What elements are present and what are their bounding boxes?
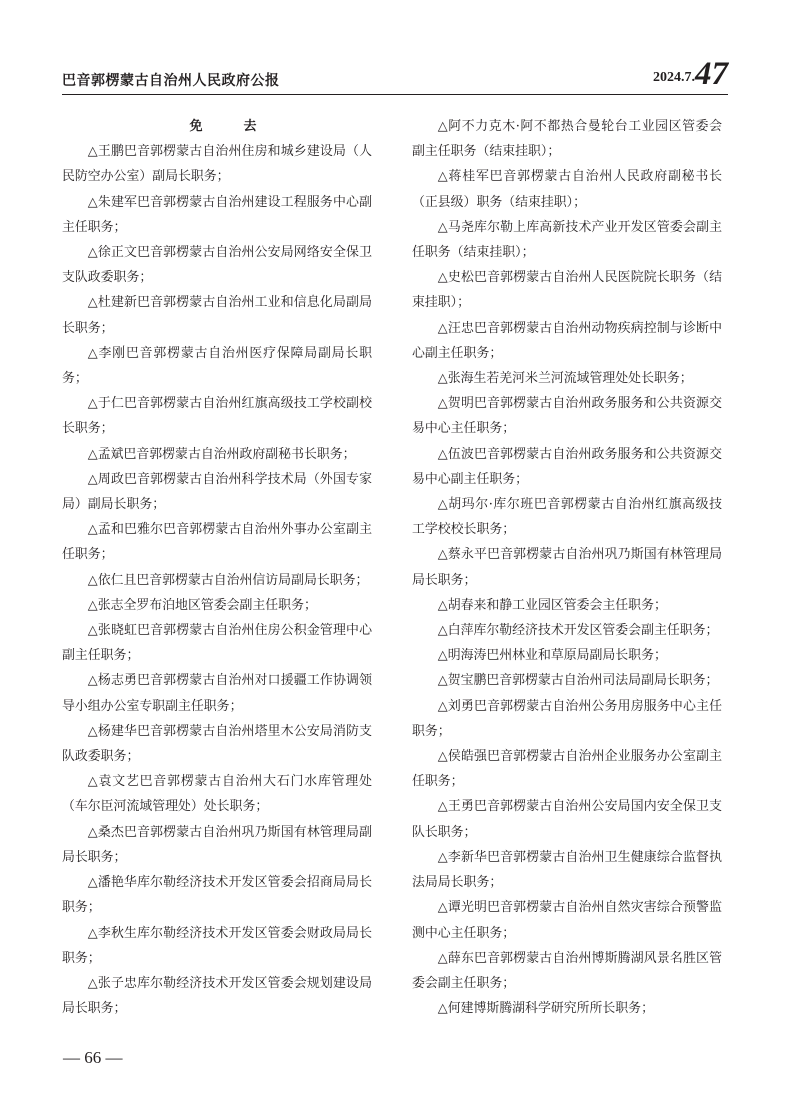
dismissal-item: △薛东巴音郭楞蒙古自治州博斯腾湖风景名胜区管委会副主任职务； xyxy=(412,950,722,991)
dismissal-item: △贺明巴音郭楞蒙古自治州政务服务和公共资源交易中心主任职务； xyxy=(412,396,722,437)
dismissal-item: △杜建新巴音郭楞蒙古自治州工业和信息化局副局长职务； xyxy=(62,295,372,336)
dismissal-item: △蔡永平巴音郭楞蒙古自治州巩乃斯国有林管理局局长职务； xyxy=(412,547,722,588)
dismissal-item: △张志全罗布泊地区管委会副主任职务； xyxy=(87,597,317,613)
dismissal-item: △胡玛尔·库尔班巴音郭楞蒙古自治州红旗高级技工学校校长职务； xyxy=(412,497,722,538)
dismissal-item: △李刚巴音郭楞蒙古自治州医疗保障局副局长职务； xyxy=(62,345,372,387)
dismissal-item: △朱建军巴音郭楞蒙古自治州建设工程服务中心副主任职务； xyxy=(62,194,372,235)
right-column xyxy=(412,114,722,1021)
dismissal-item: △何建博斯腾湖科学研究所所长职务； xyxy=(437,1001,654,1017)
page-header xyxy=(62,56,728,94)
dismissal-item: △张海生若羌河米兰河流域管理处处长职务； xyxy=(437,371,693,387)
dismissal-item: △张晓虹巴音郭楞蒙古自治州住房公积金管理中心副主任职务； xyxy=(62,623,372,664)
dismissal-item: △史松巴音郭楞蒙古自治州人民医院院长职务（结束挂职）； xyxy=(412,270,722,311)
dismissal-item: △明海涛巴州林业和草原局副局长职务； xyxy=(437,648,667,664)
section-heading: 免 去 xyxy=(189,119,271,134)
dismissal-item: △李秋生库尔勒经济技术开发区管委会财政局局长职务； xyxy=(62,925,372,966)
dismissal-item: △王勇巴音郭楞蒙古自治州公安局国内安全保卫支队长职务； xyxy=(412,799,722,840)
dismissal-item: △周政巴音郭楞蒙古自治州科学技术局（外国专家局）副局长职务； xyxy=(62,471,372,513)
dismissal-item: △刘勇巴音郭楞蒙古自治州公务用房服务中心主任职务； xyxy=(412,698,722,739)
dismissal-item: △汪忠巴音郭楞蒙古自治州动物疾病控制与诊断中心副主任职务； xyxy=(412,320,722,361)
issue-number: 47 xyxy=(695,56,728,92)
dismissal-item: △马尧库尔勒上库高新技术产业开发区管委会副主任职务（结束挂职）； xyxy=(412,219,722,261)
dismissal-item: △依仁且巴音郭楞蒙古自治州信访局副局长职务； xyxy=(87,572,369,588)
issue-date: 2024.7. xyxy=(653,70,695,85)
dismissal-item: △贺宝鹏巴音郭楞蒙古自治州司法局副局长职务； xyxy=(437,673,719,689)
publication-title: 巴音郭楞蒙古自治州人民政府公报 xyxy=(62,73,280,89)
dismissal-item: △蒋桂军巴音郭楞蒙古自治州人民政府副秘书长（正县级）职务（结束挂职）； xyxy=(412,169,722,210)
dismissal-item: △伍波巴音郭楞蒙古自治州政务服务和公共资源交易中心副主任职务； xyxy=(412,446,722,487)
header-divider xyxy=(62,94,728,95)
dismissal-item: △杨志勇巴音郭楞蒙古自治州对口援疆工作协调领导小组办公室专职副主任职务； xyxy=(62,673,372,714)
dismissal-item: △胡春来和静工业园区管委会主任职务； xyxy=(437,597,667,613)
dismissal-item: △徐正文巴音郭楞蒙古自治州公安局网络安全保卫支队政委职务； xyxy=(62,245,372,286)
dismissal-item: △李新华巴音郭楞蒙古自治州卫生健康综合监督执法局局长职务； xyxy=(412,849,722,891)
dismissal-item: △王鹏巴音郭楞蒙古自治州住房和城乡建设局（人民防空办公室）副局长职务； xyxy=(62,144,372,185)
dismissal-item: △孟斌巴音郭楞蒙古自治州政府副秘书长职务； xyxy=(87,446,356,462)
dismissal-item: △杨建华巴音郭楞蒙古自治州塔里木公安局消防支队政委职务； xyxy=(62,723,372,765)
dismissal-item: △袁文艺巴音郭楞蒙古自治州大石门水库管理处（车尔臣河流域管理处）处长职务； xyxy=(62,774,372,815)
page-number: — 66 — xyxy=(63,1048,123,1067)
left-column xyxy=(62,114,372,1021)
dismissal-item: △张子忠库尔勒经济技术开发区管委会规划建设局局长职务； xyxy=(62,975,372,1017)
dismissal-item: △谭光明巴音郭楞蒙古自治州自然灾害综合预警监测中心主任职务； xyxy=(412,900,722,941)
dismissal-item: △桑杰巴音郭楞蒙古自治州巩乃斯国有林管理局副局长职务； xyxy=(62,824,372,865)
dismissal-item: △白萍库尔勒经济技术开发区管委会副主任职务； xyxy=(437,623,719,639)
dismissal-item: △潘艳华库尔勒经济技术开发区管委会招商局局长职务； xyxy=(62,875,372,916)
dismissal-item: △孟和巴雅尔巴音郭楞蒙古自治州外事办公室副主任职务； xyxy=(62,522,372,563)
dismissal-item: △于仁巴音郭楞蒙古自治州红旗高级技工学校副校长职务； xyxy=(62,396,372,437)
issue-info xyxy=(653,56,728,93)
dismissal-item: △阿不力克木·阿不都热合曼轮台工业园区管委会副主任职务（结束挂职）； xyxy=(412,119,722,160)
dismissal-item: △侯皓强巴音郭楞蒙古自治州企业服务办公室副主任职务； xyxy=(412,749,722,790)
